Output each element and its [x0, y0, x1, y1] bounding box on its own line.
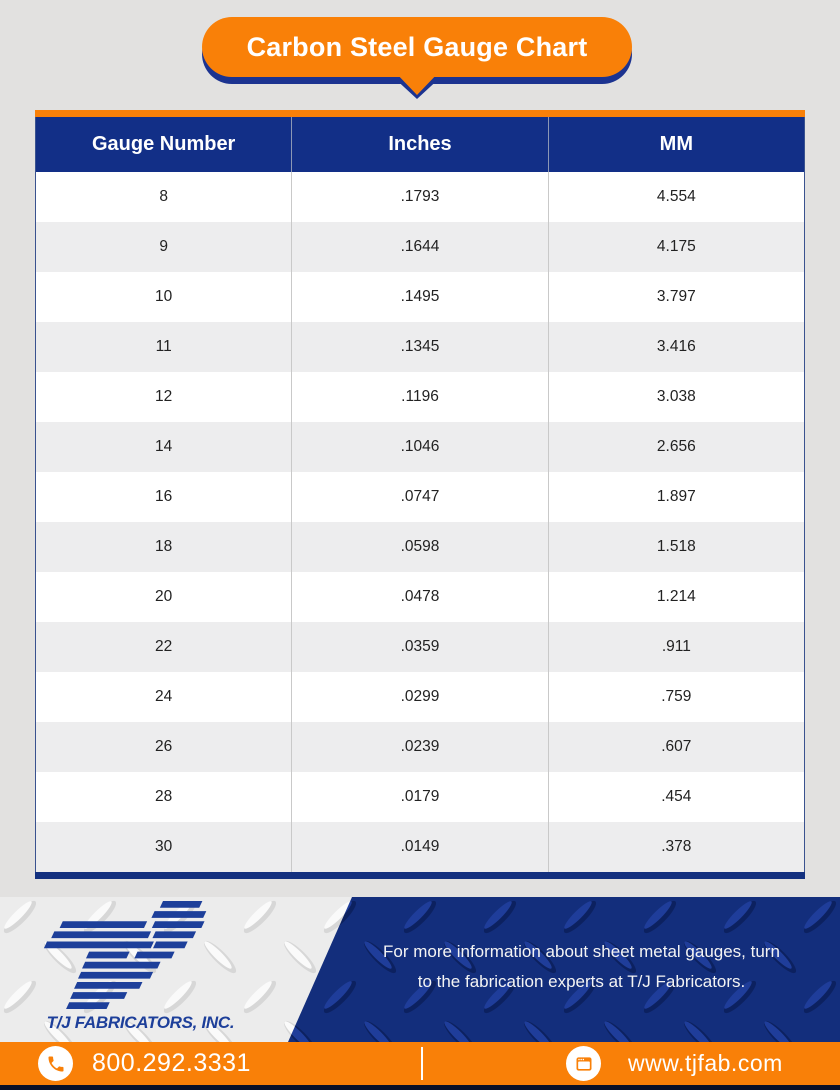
table-row: [36, 572, 805, 622]
header-cell-inches: Inches: [292, 117, 548, 172]
gauge-table-container: [35, 110, 805, 879]
contact-divider: [421, 1047, 423, 1080]
table-row: [36, 472, 805, 522]
table-row: [36, 322, 805, 372]
table-row: [36, 272, 805, 322]
table-cell: .0179: [292, 772, 548, 822]
table-row: [36, 772, 805, 822]
tj-fabricators-logo-mark: [28, 901, 253, 1009]
table-cell: 9: [36, 222, 292, 272]
table-row: [36, 222, 805, 272]
table-cell: 1.518: [548, 522, 804, 572]
table-cell: .454: [548, 772, 804, 822]
table-cell: 2.656: [548, 422, 804, 472]
phone-icon[interactable]: [38, 1046, 73, 1081]
browser-icon[interactable]: [566, 1046, 601, 1081]
logo-company-name: T/J FABRICATORS, INC.: [46, 1013, 235, 1032]
table-cell: 30: [36, 822, 292, 872]
table-cell: 3.797: [548, 272, 804, 322]
table-row: [36, 522, 805, 572]
table-cell: .0747: [292, 472, 548, 522]
table-cell: .1495: [292, 272, 548, 322]
table-cell: 14: [36, 422, 292, 472]
footer-message-line2: to the fabrication experts at T/J Fabricators.: [417, 972, 746, 991]
table-cell: 16: [155, 488, 173, 505]
table-cell: 11: [36, 322, 292, 372]
table-cell: 1.897: [548, 472, 804, 522]
table-row: [36, 172, 805, 222]
header-cell-gauge-number: Gauge Number: [36, 117, 292, 172]
table-body: [36, 172, 805, 872]
phone-link[interactable]: 800.292.3331: [92, 1049, 251, 1077]
table-cell: 10: [155, 288, 173, 305]
header-cell-mm: MM: [548, 117, 804, 172]
table-row: [36, 622, 805, 672]
table-cell: 3.416: [548, 322, 804, 372]
table-cell: .0359: [292, 622, 548, 672]
page-title: Carbon Steel Gauge Chart: [246, 31, 588, 62]
table-cell: .0239: [292, 722, 548, 772]
title-pointer: [394, 71, 440, 95]
table-cell: .1793: [292, 172, 548, 222]
website-link[interactable]: www.tjfab.com: [628, 1050, 783, 1076]
footer-message: [335, 937, 828, 997]
bottom-strip: [0, 1085, 840, 1090]
table-cell: 18: [36, 522, 292, 572]
table-cell: .0149: [292, 822, 548, 872]
table-cell: .378: [548, 822, 804, 872]
table-cell: 28: [155, 788, 173, 805]
table-cell: 8: [159, 188, 168, 205]
table-cell: 12: [155, 388, 173, 405]
table-cell: 1.214: [548, 572, 804, 622]
table-cell: .1345: [292, 322, 548, 372]
table-cell: .1644: [292, 222, 548, 272]
contact-bar: [0, 1042, 840, 1085]
table-cell: .911: [548, 622, 804, 672]
table-cell: .0598: [292, 522, 548, 572]
table-cell: 4.175: [548, 222, 804, 272]
table-row: [36, 372, 805, 422]
title-banner: [202, 17, 632, 77]
table-cell: 22: [36, 622, 292, 672]
table-cell: .1046: [292, 422, 548, 472]
table-cell: .607: [548, 722, 804, 772]
footer-message-line1: For more information about sheet metal gauges, turn: [383, 942, 780, 961]
table-cell: 24: [155, 688, 173, 705]
tj-fabricators-logo: [28, 901, 253, 1039]
table-cell: .0299: [292, 672, 548, 722]
table-cell: .0478: [292, 572, 548, 622]
table-cell: 20: [155, 588, 173, 605]
table-row: [36, 722, 805, 772]
table-cell: 4.554: [548, 172, 804, 222]
table-header-row: [36, 117, 805, 172]
footer: [0, 897, 840, 1042]
table-row: [36, 422, 805, 472]
table-row: [36, 672, 805, 722]
table-cell: .759: [548, 672, 804, 722]
table-cell: 26: [36, 722, 292, 772]
gauge-table: [35, 117, 805, 872]
table-cell: .1196: [292, 372, 548, 422]
table-cell: 3.038: [548, 372, 804, 422]
table-row: [36, 822, 805, 872]
